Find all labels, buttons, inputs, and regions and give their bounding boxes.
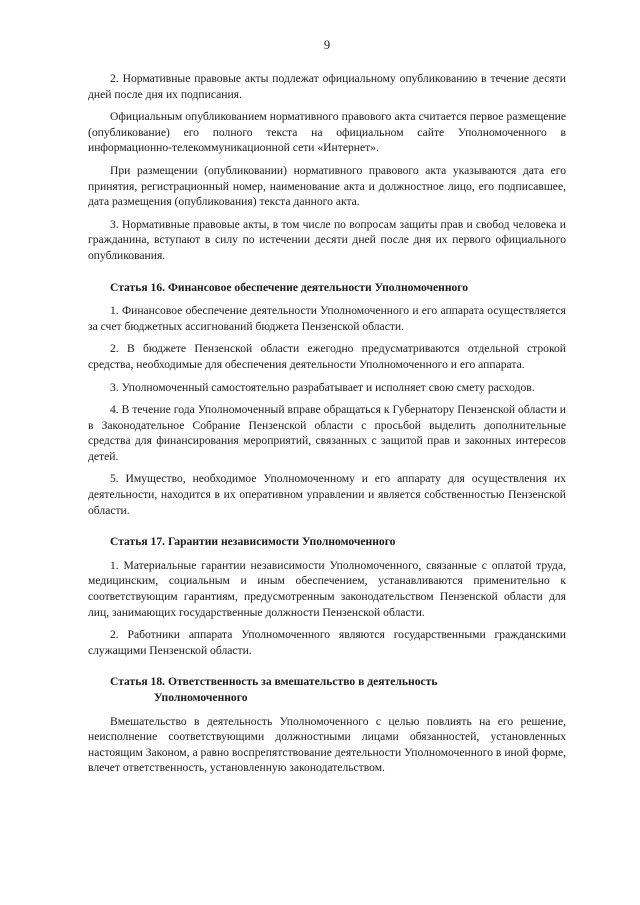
paragraph: 2. Нормативные правовые акты подлежат официальному опубликованию в течение десяти дней после дня их подписания. bbox=[88, 72, 566, 101]
paragraph: 1. Материальные гарантии независимости Уполномоченного, связанные с оплатой труда, медицинским, социальным и иным обеспечением, устанавливаются применительно к соответствующим гарантиям, предусмотренным законодательством Пензенской области для лиц, занимающих государственные должности Пензенской области. bbox=[88, 558, 566, 619]
article-17-title: Статья 17. Гарантии независимости Уполномоченного bbox=[110, 535, 396, 549]
paragraph: 4. В течение года Уполномоченный вправе обращаться к Губернатору Пензенской области и в Законодательное Собрание Пензенской области с просьбой выделить дополнительные средства для финансирования мероприятий, связанных с защитой прав и законных интересов детей. bbox=[88, 403, 566, 463]
article-18-title-line1: Статья 18. Ответственность за вмешательство в деятельность bbox=[110, 675, 438, 689]
document-page bbox=[88, 38, 566, 783]
article-18-title-line2: Уполномоченного bbox=[154, 691, 248, 704]
article-16-title: Статья 16. Финансовое обеспечение деятельности Уполномоченного bbox=[110, 280, 469, 294]
paragraph: 2. В бюджете Пензенской области ежегодно предусматриваются отдельной строкой средства, необходимые для обеспечения деятельности Уполномоченного и его аппарата. bbox=[88, 342, 566, 371]
paragraph: Вмешательство в деятельность Уполномоченного с целью повлиять на его решение, неисполнение соответствующими должностными лицами обязанностей, установленных настоящим Законом, а равно воспрепятствование деятельности Уполномоченного в иной форме, влечет ответственность, установленную законодательством. bbox=[88, 714, 566, 775]
paragraph: При размещении (опубликовании) нормативного правового акта указываются дата его принятия, регистрационный номер, наименование акта и должностное лицо, его подписавшее, дата размещения (опубликования) текста данного акта. bbox=[88, 163, 566, 209]
article-18-title bbox=[88, 674, 566, 705]
paragraph: Официальным опубликованием нормативного правового акта считается первое размещение (опубликование) его полного текста на официальном сайте Уполномоченного в информационно-телекоммуникационной сети «Интернет». bbox=[88, 110, 566, 155]
paragraph: 3. Нормативные правовые акты, в том числе по вопросам защиты прав и свобод человека и гражданина, вступают в силу по истечении десяти дней после дня их первого официального опубликования. bbox=[88, 217, 566, 262]
paragraph: 1. Финансовое обеспечение деятельности Уполномоченного и его аппарата осуществляется за счет бюджетных ассигнований бюджета Пензенской области. bbox=[88, 304, 566, 333]
paragraph: 2. Работники аппарата Уполномоченного являются государственными гражданскими служащими Пензенской области. bbox=[88, 628, 566, 657]
paragraph: 5. Имущество, необходимое Уполномоченному и его аппарату для осуществления их деятельности, находится в их оперативном управлении и является собственностью Пензенской области. bbox=[88, 472, 566, 517]
paragraph: 3. Уполномоченный самостоятельно разрабатывает и исполняет свою смету расходов. bbox=[110, 380, 535, 394]
page-number: 9 bbox=[323, 38, 331, 52]
